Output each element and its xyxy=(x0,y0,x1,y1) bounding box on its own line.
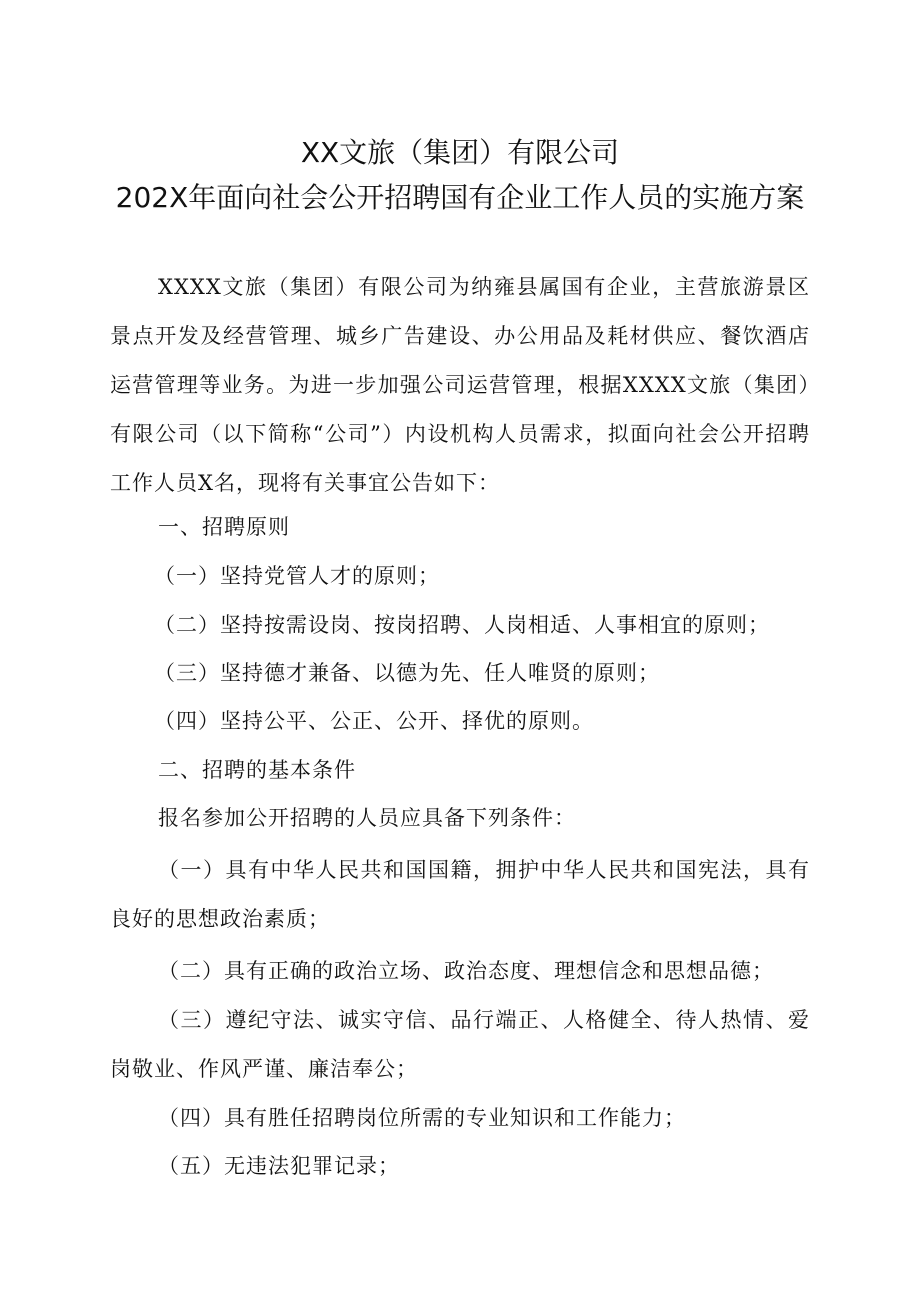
section-heading-principles: 一、招聘原则 xyxy=(158,515,290,539)
condition-item-3: （三）遵纪守法、诚实守信、品行端正、人格健全、待人热情、爱岗敬业、作风严谨、廉洁奉公； xyxy=(110,1008,810,1081)
conditions-lead: 报名参加公开招聘的人员应具备下列条件： xyxy=(158,806,576,830)
condition-item-1: （一）具有中华人民共和国国籍，拥护中华人民共和国宪法，具有良好的思想政治素质； xyxy=(110,858,810,931)
principle-item-2: （二）坚持按需设岗、按岗招聘、人岗相适、人事相宜的原则； xyxy=(154,613,770,637)
principle-item-3: （三）坚持德才兼备、以德为先、任人唯贤的原则； xyxy=(154,661,660,685)
section-heading-conditions: 二、招聘的基本条件 xyxy=(158,758,356,782)
document-title-plan: 202X年面向社会公开招聘国有企业工作人员的实施方案 xyxy=(115,181,805,214)
condition-item-5: （五）无违法犯罪记录； xyxy=(158,1154,400,1178)
condition-item-2: （二）具有正确的政治立场、政治态度、理想信念和思想品德； xyxy=(158,959,774,983)
principle-item-1: （一）坚持党管人才的原则； xyxy=(154,564,440,588)
principle-item-4: （四）坚持公平、公正、公开、择优的原则。 xyxy=(154,709,594,733)
condition-item-4: （四）具有胜任招聘岗位所需的专业知识和工作能力； xyxy=(158,1106,686,1130)
document-title-company: XX文旅（集团）有限公司 xyxy=(300,136,620,169)
intro-paragraph: XXXX文旅（集团）有限公司为纳雍县属国有企业，主营旅游景区景点开发及经营管理、城乡广告建设、办公用品及耗材供应、餐饮酒店运营管理等业务。为进一步加强公司运营管理，根据XXXX文旅（集团）有限公司（以下简称“公司”）内设机构人员需求，拟面向社会公开招聘工作人员X名，现将有关事宜公告如下： xyxy=(110,275,810,495)
